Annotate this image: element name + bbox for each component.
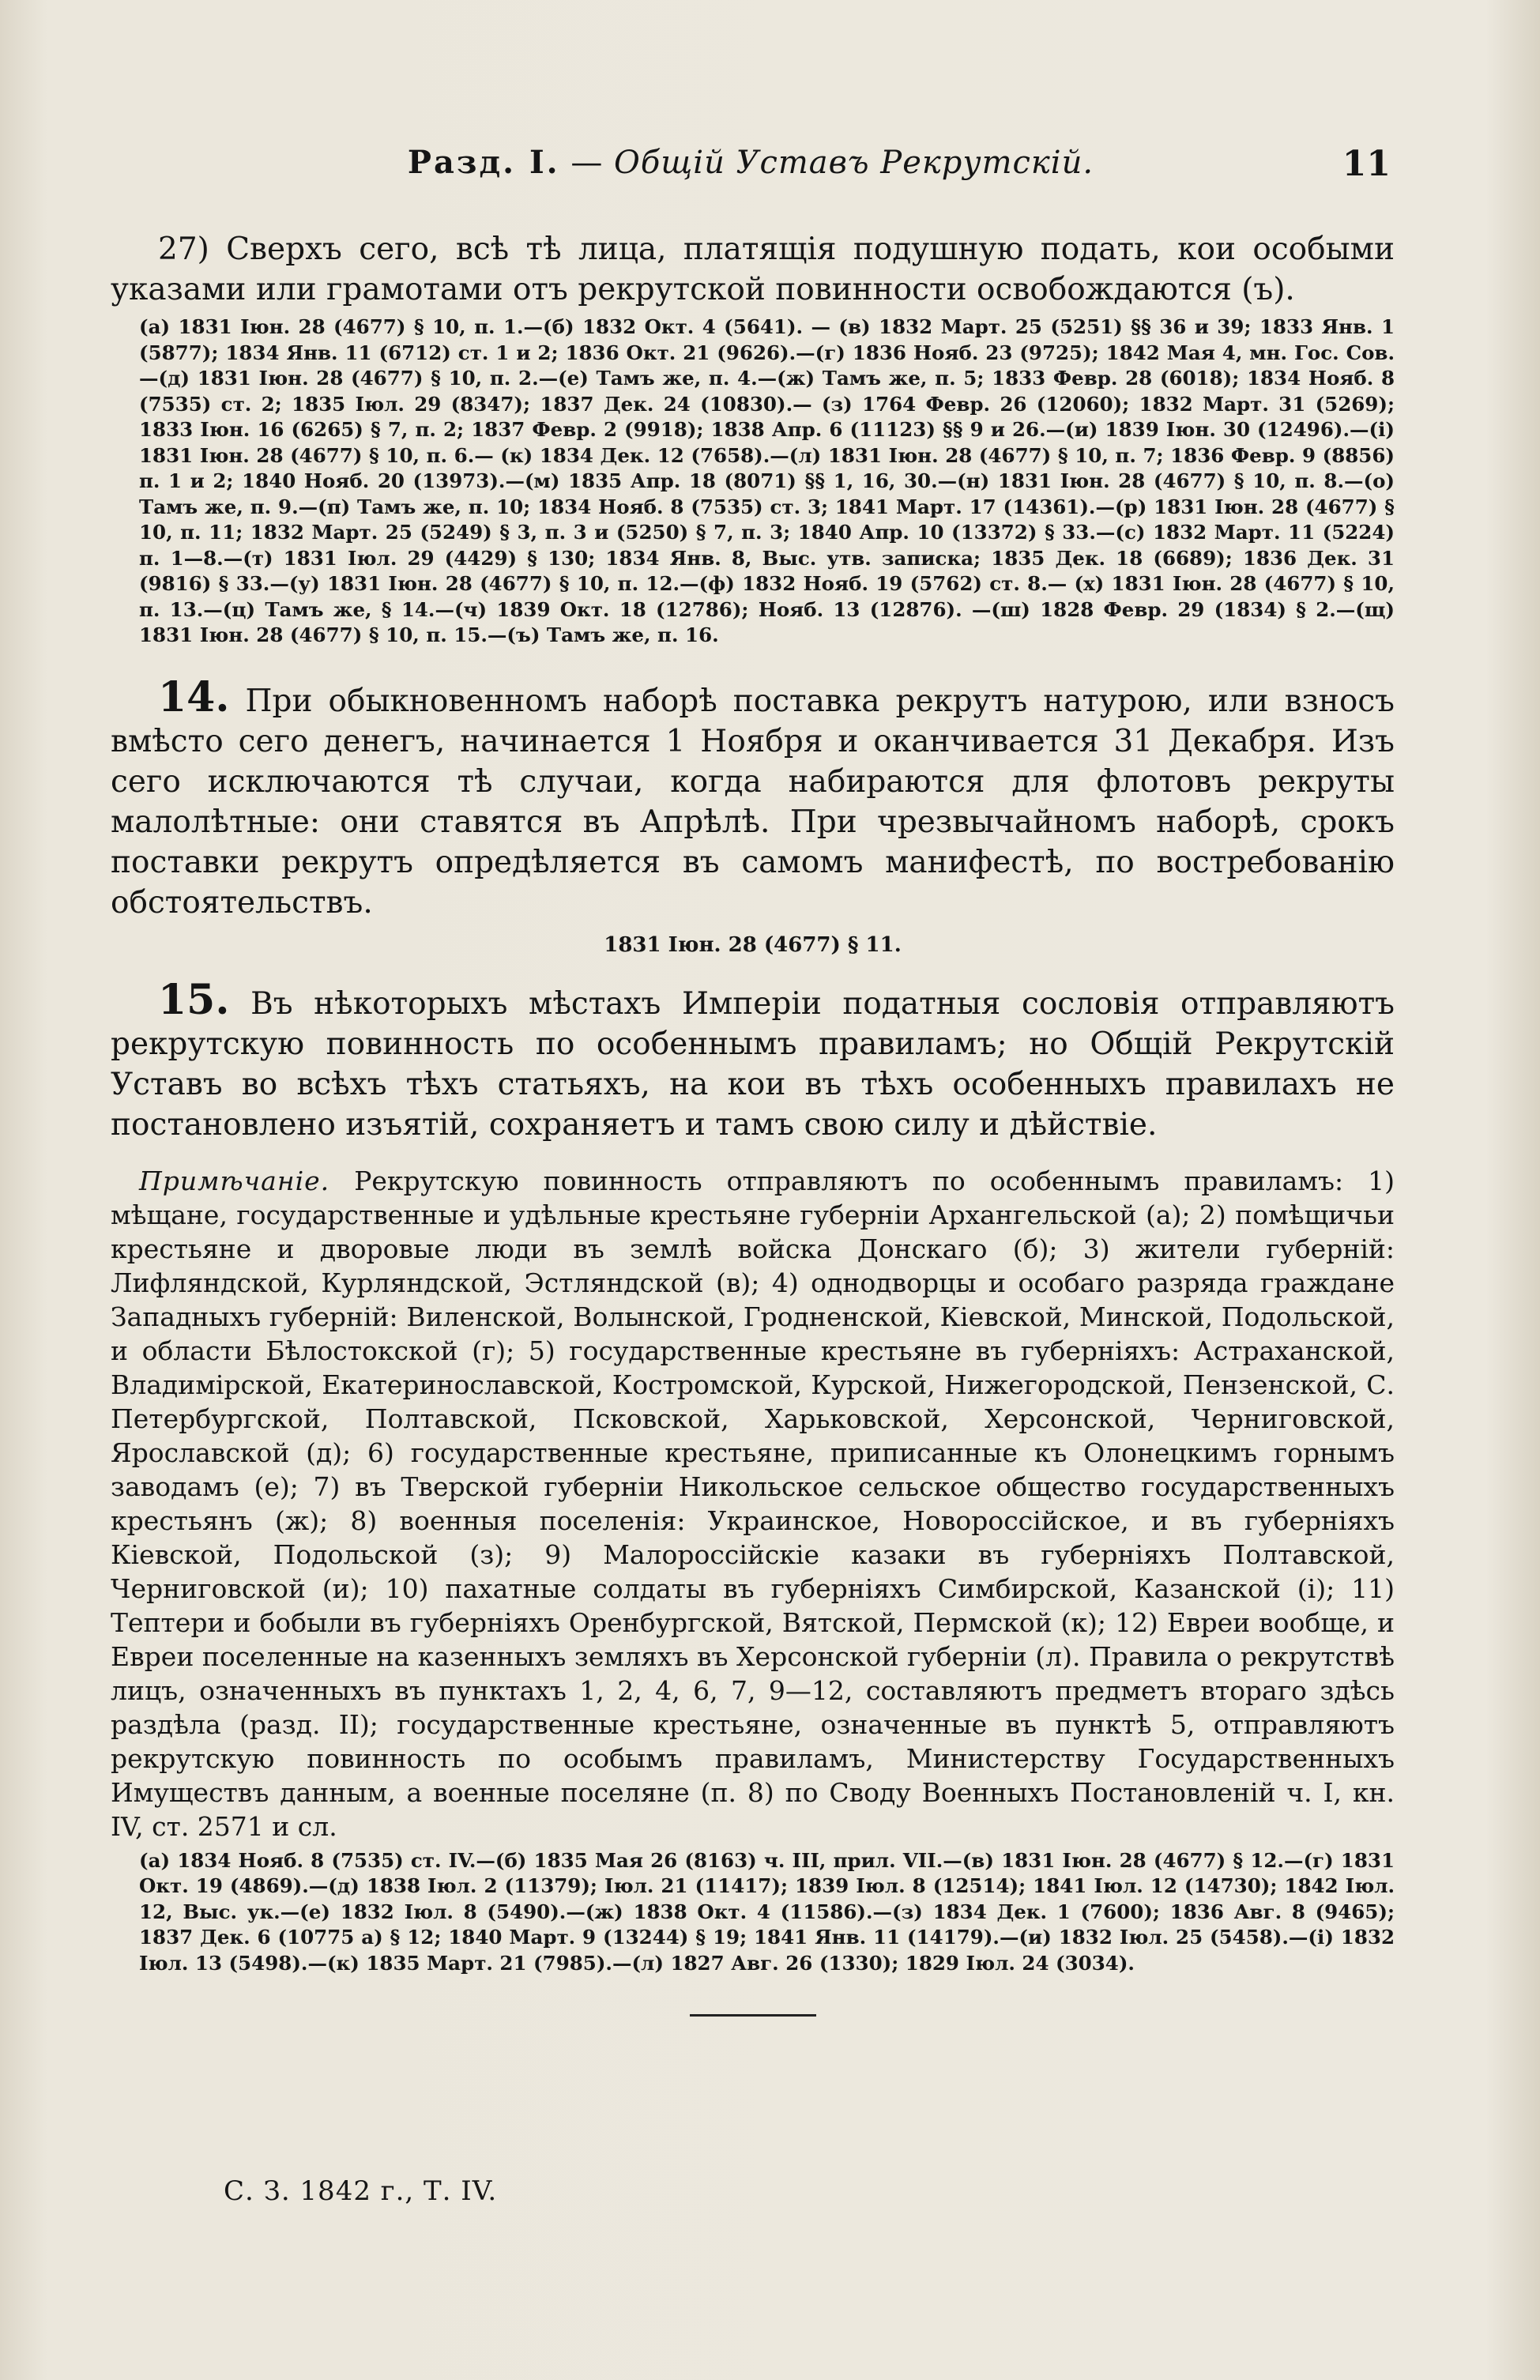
article-15-number: 15.: [158, 975, 230, 1024]
section-label: Разд. I.: [407, 144, 560, 181]
statute-title: Общій Уставъ Рекрутскій.: [614, 145, 1094, 181]
article-14: [111, 672, 1395, 923]
running-header: [111, 144, 1391, 199]
page-number: 11: [1342, 144, 1391, 184]
article-27-text: 27) Сверхъ сего, всѣ тѣ лица, платящія подушную подать, кои особыми указами или грамотами отъ рекрутской повинности освобождаются (ъ).: [111, 232, 1395, 307]
footer-signature: С. З. 1842 г., Т. IV.: [224, 2175, 498, 2207]
article-14-reference: 1831 Іюн. 28 (4677) § 11.: [604, 932, 902, 957]
separator-rule: [690, 2014, 816, 2017]
article-15-text: Въ нѣкоторыхъ мѣстахъ Имперіи податныя сословія отправляютъ рекрутскую повинность по особеннымъ правиламъ; но Общій Рекрутскій Уставъ во всѣхъ тѣхъ статьяхъ, на кои въ тѣхъ особенныхъ правилахъ не постановлено изъятій, сохраняетъ и тамъ свою силу и дѣйствіе.: [111, 985, 1395, 1143]
article-14-text: При обыкновенномъ наборѣ поставка рекрутъ натурою, или взносъ вмѣсто сего денегъ, начинается 1 Ноября и оканчивается 31 Декабря. Изъ сего исключаются тѣ случаи, когда набираются для флотовъ рекруты малолѣтные: они ставятся въ Апрѣлѣ. При чрезвычайномъ наборѣ, срокъ поставки рекрутъ опредѣляется въ самомъ манифестѣ, по востребованію обстоятельствъ.: [111, 683, 1395, 921]
note-label: Примѣчаніе.: [139, 1165, 330, 1196]
page-body: [111, 229, 1395, 2017]
header-title: [111, 144, 1391, 181]
note-paragraph: [111, 1164, 1395, 1843]
header-dash: —: [570, 145, 604, 181]
note-text: Рекрутскую повинность отправляютъ по особеннымъ правиламъ: 1) мѣщане, государственные и удѣльные крестьяне губерніи Архангельской (а); 2) помѣщичьи крестьяне и дворовые люди въ землѣ войска Донскаго (б); 3) жители губерній: Лифляндской, Курляндской, Эстляндской (в); 4) однодворцы и особаго разряда граждане Западныхъ губерній: Виленской, Волынской, Гродненской, Кіевской, Минской, Подольской, и области Бѣлостокской (г); 5) государственные крестьяне въ губерніяхъ: Астраханской, Владимірской, Екатеринославской, Костромской, Курской, Нижегородской, Пензенской, С. Петербургской, Полтавской, Псковской, Харьковской, Херсонской, Черниговской, Ярославской (д); 6) государственные крестьяне, приписанные къ Олонецкимъ горнымъ заводамъ (е); 7) въ Тверской губерніи Никольское сельское общество государственныхъ крестьянъ (ж); 8) военныя поселенія: Украинское, Новороссійское, и въ губерніяхъ Кіевской, Подольской (з); 9) Малороссійскіе казаки въ губерніяхъ Полтавской, Черниговской (и); 10) пахатные солдаты въ губерніяхъ Симбирской, Казанской (і); 11) Тептери и бобыли въ губерніяхъ Оренбургской, Вятской, Пермской (к); 12) Евреи вообще, и Евреи поселенные на казенныхъ земляхъ въ Херсонской губерніи (л). Правила о рекрутствѣ лицъ, означенныхъ въ пунктахъ 1, 2, 4, 6, 7, 9—12, составляютъ предметъ втораго здѣсь раздѣла (разд. II); государственные крестьяне, означенные въ пунктѣ 5, отправляютъ рекрутскую повинность по особымъ правиламъ, Министерству Государственныхъ Имуществъ данным, а военные поселяне (п. 8) по Своду Военныхъ Постановленій ч. I, кн. IV, ст. 2571 и сл.: [111, 1165, 1395, 1842]
note-references: (а) 1834 Нояб. 8 (7535) ст. IV.—(б) 1835 Мая 26 (8163) ч. III, прил. VII.—(в) 1831 Іюн. 28 (4677) § 12.—(г) 1831 Окт. 19 (4869).—(д) 1838 Іюл. 2 (11379); Іюл. 21 (11417); 1839 Іюл. 8 (12514); 1841 Іюл. 12 (14730); 1842 Іюл. 12, Выс. ук.—(е) 1832 Іюл. 8 (5490).—(ж) 1838 Окт. 4 (11586).—(з) 1834 Дек. 1 (7600); 1836 Авг. 8 (9465); 1837 Дек. 6 (10775 а) § 12; 1840 Март. 9 (13244) § 19; 1841 Янв. 11 (14179).—(и) 1832 Іюл. 25 (5458).—(і) 1832 Іюл. 13 (5498).—(к) 1835 Март. 21 (7985).—(л) 1827 Авг. 26 (1330); 1829 Іюл. 24 (3034).: [139, 1848, 1395, 1975]
article-15: [111, 975, 1395, 1145]
article-14-number: 14.: [158, 672, 230, 721]
article-27-references: (а) 1831 Іюн. 28 (4677) § 10, п. 1.—(б) 1832 Окт. 4 (5641). — (в) 1832 Март. 25 (5251) §§ 36 и 39; 1833 Янв. 1 (5877); 1834 Янв. 11 (6712) ст. 1 и 2; 1836 Окт. 21 (9626).—(г) 1836 Нояб. 23 (9725); 1842 Мая 4, мн. Гос. Сов.—(д) 1831 Іюн. 28 (4677) § 10, п. 2.—(е) Тамъ же, п. 4.—(ж) Тамъ же, п. 5; 1833 Февр. 28 (6018); 1834 Нояб. 8 (7535) ст. 2; 1835 Іюл. 29 (8347); 1837 Дек. 24 (10830).— (з) 1764 Февр. 26 (12060); 1832 Март. 31 (5269); 1833 Іюн. 16 (6265) § 7, п. 2; 1837 Февр. 2 (9918); 1838 Апр. 6 (11123) §§ 9 и 26.—(и) 1839 Іюн. 30 (12496).—(і) 1831 Іюн. 28 (4677) § 10, п. 6.— (к) 1834 Дек. 12 (7658).—(л) 1831 Іюн. 28 (4677) § 10, п. 7; 1836 Февр. 9 (8856) п. 1 и 2; 1840 Нояб. 20 (13973).—(м) 1835 Апр. 18 (8071) §§ 1, 16, 30.—(н) 1831 Іюн. 28 (4677) § 10, п. 8.—(о) Тамъ же, п. 9.—(п) Тамъ же, п. 10; 1834 Нояб. 8 (7535) ст. 3; 1841 Март. 17 (14361).—(р) 1831 Іюн. 28 (4677) § 10, п. 11; 1832 Март. 25 (5249) § 3, п. 3 и (5250) § 7, п. 3; 1840 Апр. 10 (13372) § 33.—(с) 1832 Март. 11 (5224) п. 1—8.—(т) 1831 Іюл. 29 (4429) § 130; 1834 Янв. 8, Выс. утв. записка; 1835 Дек. 18 (6689); 1836 Дек. 31 (9816) § 33.—(у) 1831 Іюн. 28 (4677) § 10, п. 12.—(ф) 1832 Нояб. 19 (5762) ст. 8.— (х) 1831 Іюн. 28 (4677) § 10, п. 13.—(ц) Тамъ же, § 14.—(ч) 1839 Окт. 18 (12786); Нояб. 13 (12876). —(ш) 1828 Февр. 29 (1834) § 2.—(щ) 1831 Іюн. 28 (4677) § 10, п. 15.—(ъ) Тамъ же, п. 16.: [139, 315, 1395, 646]
